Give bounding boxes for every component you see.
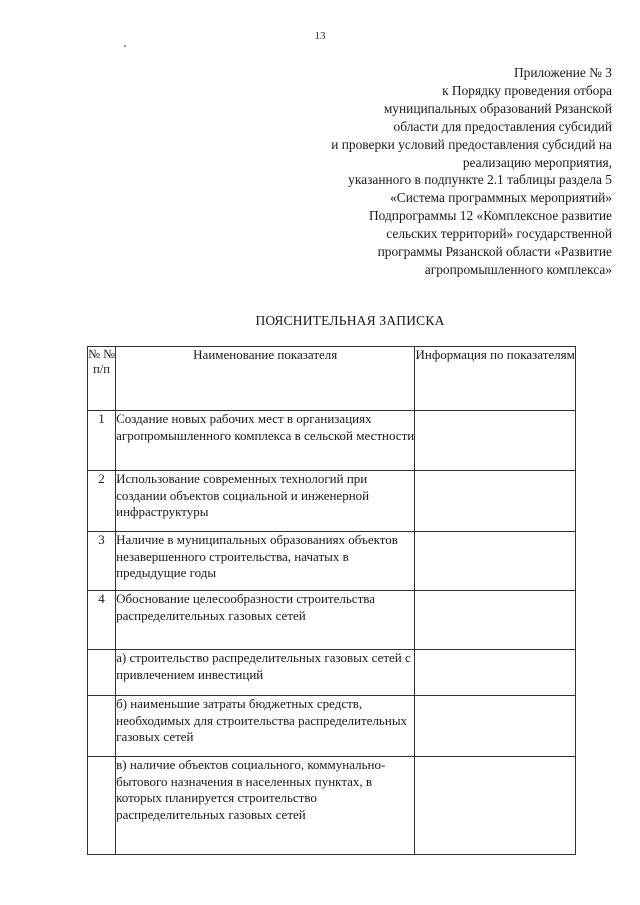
- row-number: 2: [88, 471, 116, 532]
- row-name: Наличие в муниципальных образованиях объектов незавершенного строительства, начатых в предыдущие годы: [116, 532, 415, 591]
- document-title: ПОЯСНИТЕЛЬНАЯ ЗАПИСКА: [255, 313, 445, 328]
- page-number: 13: [314, 30, 326, 42]
- row-info: [415, 411, 576, 471]
- appendix-line: указанного в подпункте 2.1 таблицы раздела 5: [348, 172, 612, 188]
- row-name: Создание новых рабочих мест в организациях агропромышленного комплекса в сельской местности: [116, 411, 415, 471]
- table-row: [88, 411, 576, 471]
- row-number: [88, 757, 116, 855]
- table-row: [88, 532, 576, 591]
- table-row: [88, 696, 576, 757]
- row-name: Обоснование целесообразности строительства распределительных газовых сетей: [116, 591, 415, 650]
- appendix-line: муниципальных образований Рязанской: [383, 100, 612, 116]
- row-name: б) наименьшие затраты бюджетных средств, необходимых для строительства распределительных газовых сетей: [116, 696, 415, 757]
- row-info: [415, 591, 576, 650]
- row-number: [88, 696, 116, 757]
- appendix-line: программы Рязанской области «Развитие: [377, 244, 612, 260]
- row-number: 3: [88, 532, 116, 591]
- appendix-line: Подпрограммы 12 «Комплексное развитие: [369, 208, 612, 224]
- table-row: [88, 650, 576, 696]
- appendix-line: сельских территорий» государственной: [386, 226, 612, 242]
- table-row: [88, 757, 576, 855]
- scan-speck: [124, 45, 126, 47]
- appendix-line: к Порядку проведения отбора: [442, 82, 612, 98]
- row-name: Использование современных технологий при создании объектов социальной и инженерной инфраструктуры: [116, 471, 415, 532]
- row-name: в) наличие объектов социального, коммунально-бытового назначения в населенных пунктах, в которых планируется строительство распределительных газовых сетей: [116, 757, 415, 855]
- table-row: [88, 591, 576, 650]
- row-info: [415, 696, 576, 757]
- row-info: [415, 471, 576, 532]
- table-row: [88, 471, 576, 532]
- row-number: [88, 650, 116, 696]
- row-info: [415, 757, 576, 855]
- row-number: 4: [88, 591, 116, 650]
- row-info: [415, 650, 576, 696]
- appendix-header: [252, 64, 612, 279]
- indicators-table: [87, 346, 576, 855]
- row-name: а) строительство распределительных газовых сетей с привлечением инвестиций: [116, 650, 415, 696]
- appendix-line: агропромышленного комплекса»: [424, 261, 612, 277]
- row-number: 1: [88, 411, 116, 471]
- row-info: [415, 532, 576, 591]
- appendix-line: реализацию мероприятия,: [462, 154, 612, 170]
- header-info: Информация по показателям: [415, 347, 576, 411]
- appendix-line: области для предоставления субсидий: [393, 118, 612, 134]
- header-name: Наименование показателя: [116, 347, 415, 411]
- table-header-row: [88, 347, 576, 411]
- appendix-line: Приложение № 3: [513, 65, 612, 80]
- appendix-line: и проверки условий предоставления субсидий на: [331, 136, 612, 152]
- header-number: № № п/п: [88, 347, 116, 411]
- appendix-line: «Система программных мероприятий»: [390, 190, 612, 206]
